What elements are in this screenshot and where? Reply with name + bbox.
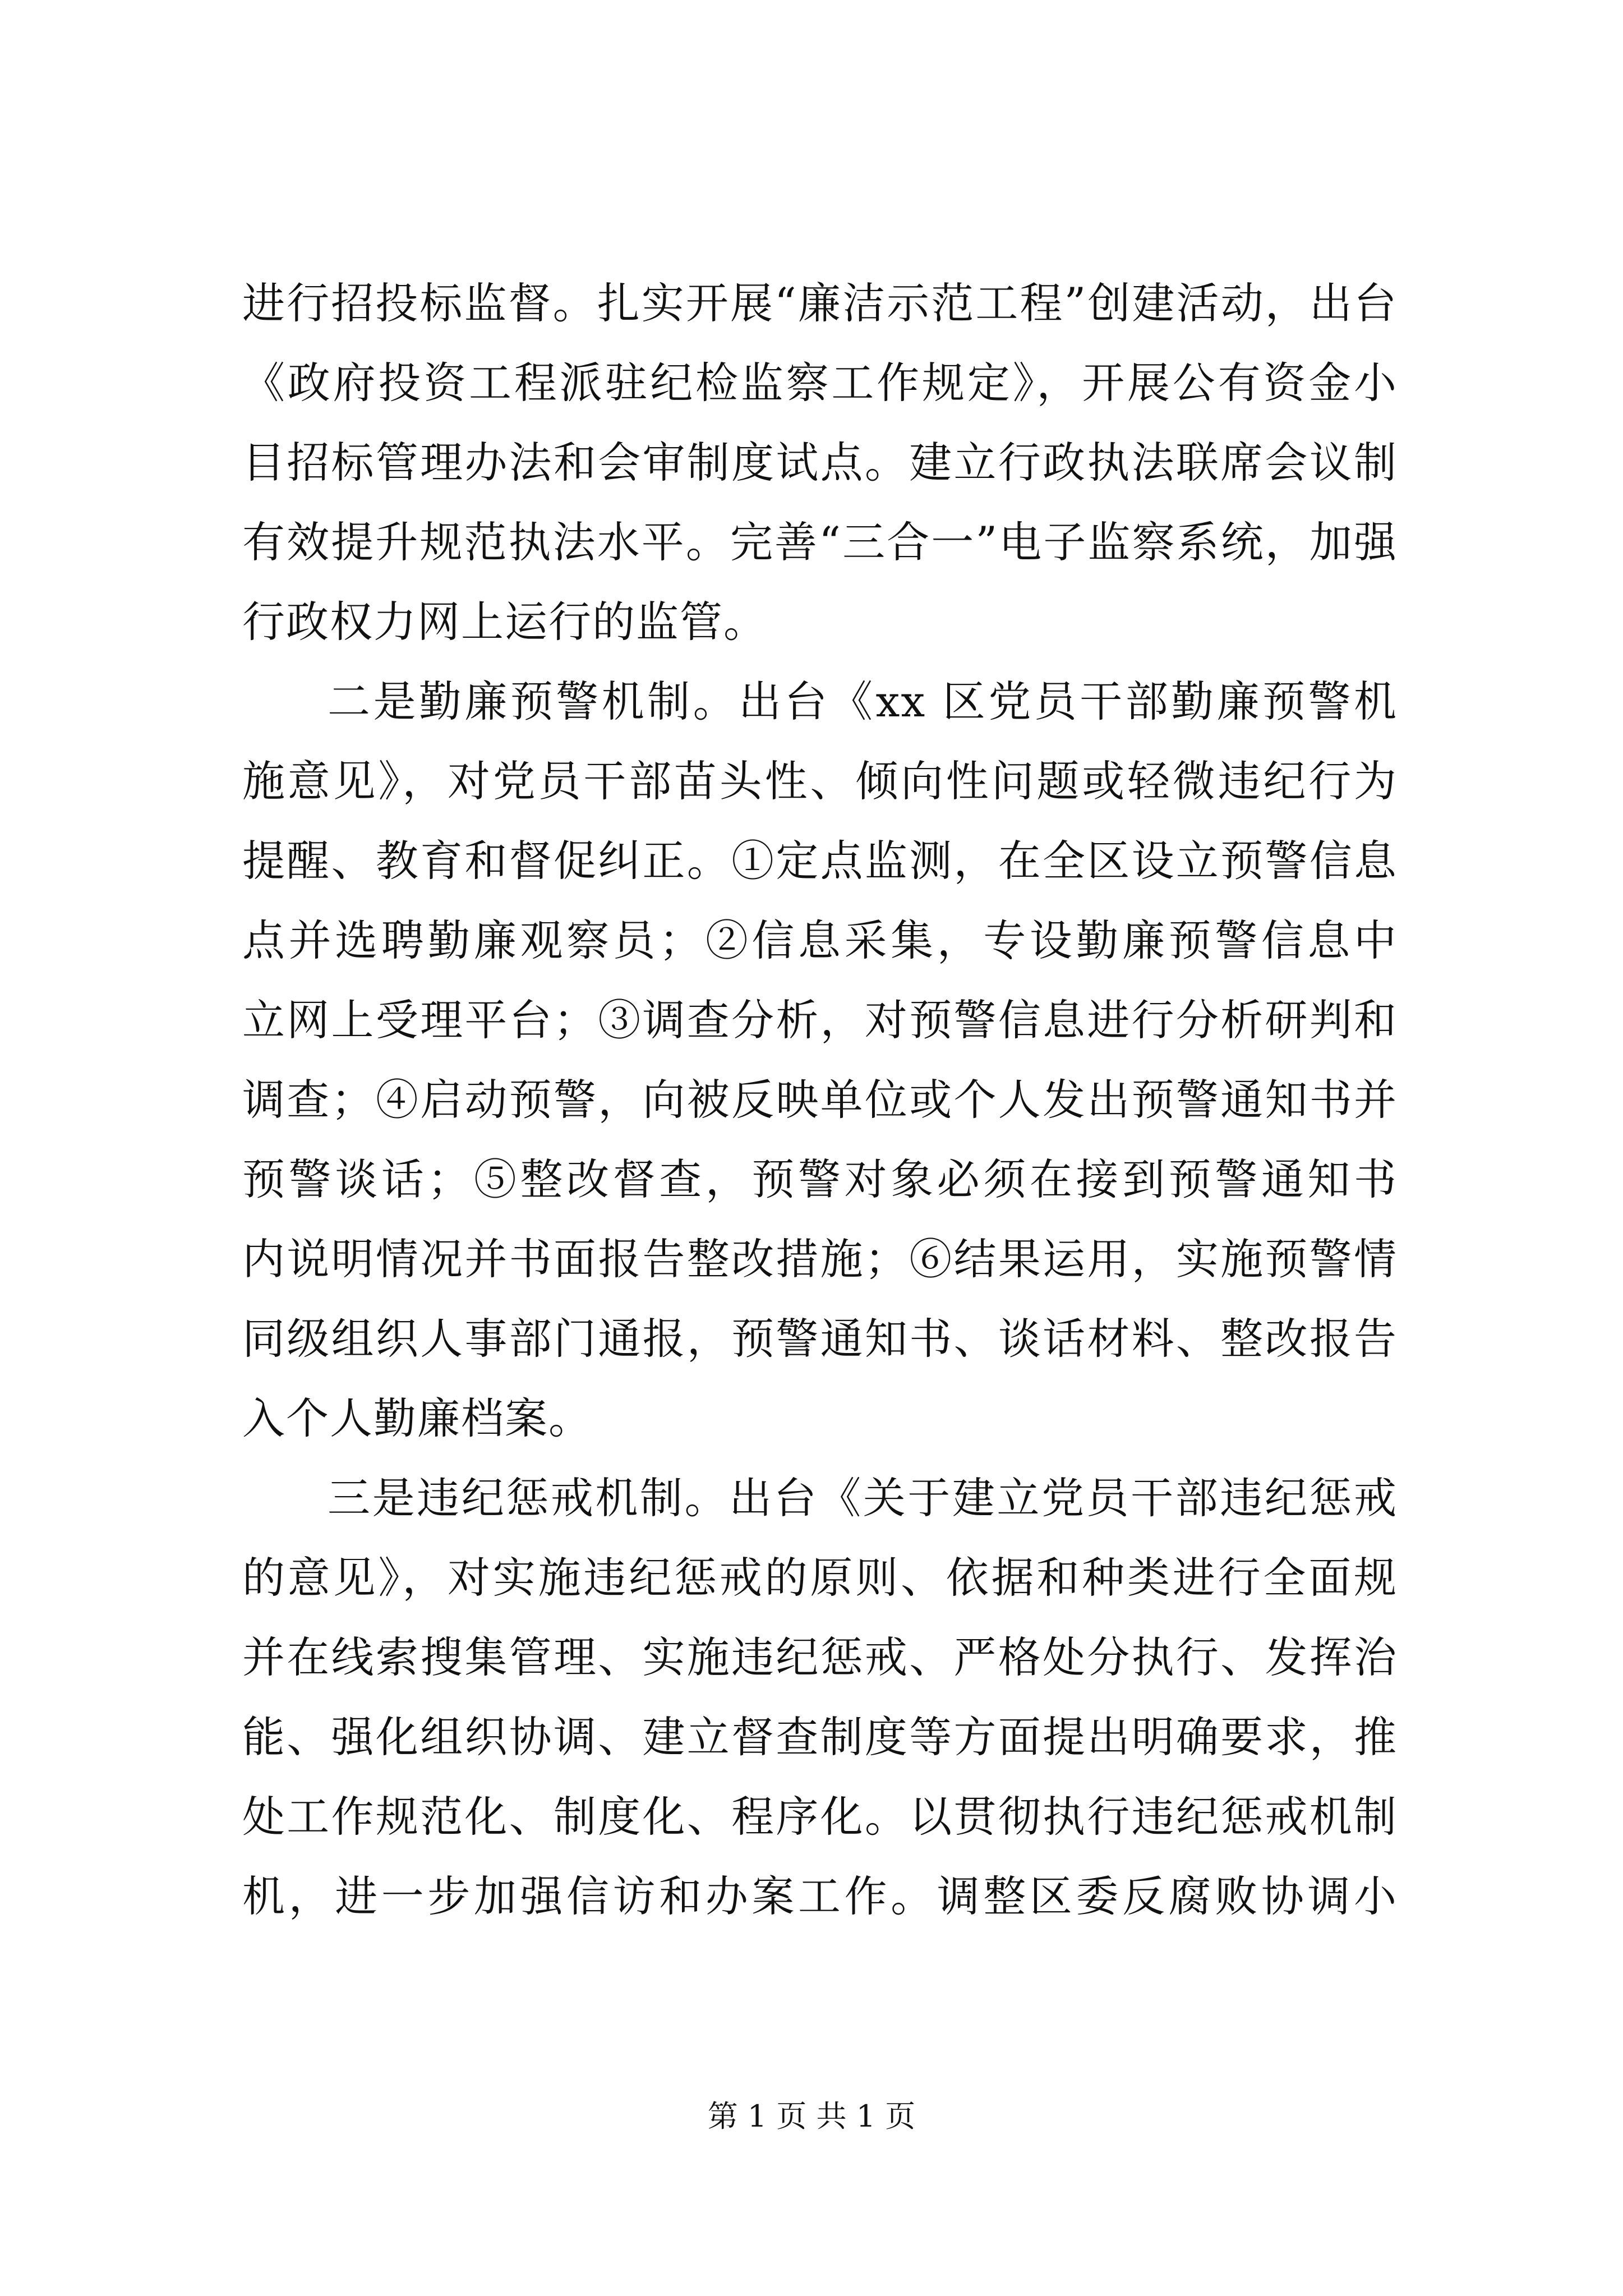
text-line: 点并选聘勤廉观察员；②信息采集，专设勤廉预警信息中 — [242, 915, 1398, 965]
text-line: 提醒、教育和督促纠正。①定点监测，在全区设立预警信息 — [242, 836, 1398, 886]
text-line: 入个人勤廉档案。 — [242, 1393, 592, 1443]
page-footer: 第 1 页 共 1 页 — [707, 2099, 916, 2134]
text-line: 进行招投标监督。扎实开展“廉洁示范工程”创建活动，出台 — [242, 278, 1398, 328]
text-line: 机，进一步加强信访和办案工作。调整区委反腐败协调小 — [242, 1871, 1398, 1921]
paragraph-start-line: 三是违纪惩戒机制。出台《关于建立党员干部违纪惩戒 — [328, 1473, 1398, 1523]
document-body — [242, 264, 1398, 1936]
text-line: 并在线索搜集管理、实施违纪惩戒、严格处分执行、发挥治 — [242, 1632, 1398, 1682]
text-line: 施意见》，对党员干部苗头性、倾向性问题或轻微违纪行为 — [242, 756, 1398, 806]
paragraph-start-line: 二是勤廉预警机制。出台《xx 区党员干部勤廉预警机 — [328, 677, 1398, 726]
text-line: 有效提升规范执法水平。完善“三合一”电子监察系统，加强 — [242, 517, 1398, 567]
text-line: 的意见》，对实施违纪惩戒的原则、依据和种类进行全面规 — [242, 1553, 1398, 1603]
text-line: 内说明情况并书面报告整改措施；⑥结果运用，实施预警情 — [242, 1234, 1398, 1284]
text-line: 行政权力网上运行的监管。 — [242, 597, 767, 647]
text-line: 立网上受理平台；③调查分析，对预警信息进行分析研判和 — [242, 995, 1398, 1045]
text-line: 同级组织人事部门通报，预警通知书、谈话材料、整改报告 — [242, 1314, 1398, 1364]
text-line: 能、强化组织协调、建立督查制度等方面提出明确要求，推 — [242, 1712, 1398, 1762]
text-line: 目招标管理办法和会审制度试点。建立行政执法联席会议制 — [242, 438, 1398, 487]
text-line: 调查；④启动预警，向被反映单位或个人发出预警通知书并 — [242, 1075, 1398, 1125]
text-line: 《政府投资工程派驻纪检监察工作规定》，开展公有资金小 — [242, 358, 1398, 408]
text-line: 处工作规范化、制度化、程序化。以贯彻执行违纪惩戒机制 — [242, 1792, 1398, 1842]
text-line: 预警谈话；⑤整改督查，预警对象必须在接到预警通知书 — [242, 1154, 1398, 1204]
